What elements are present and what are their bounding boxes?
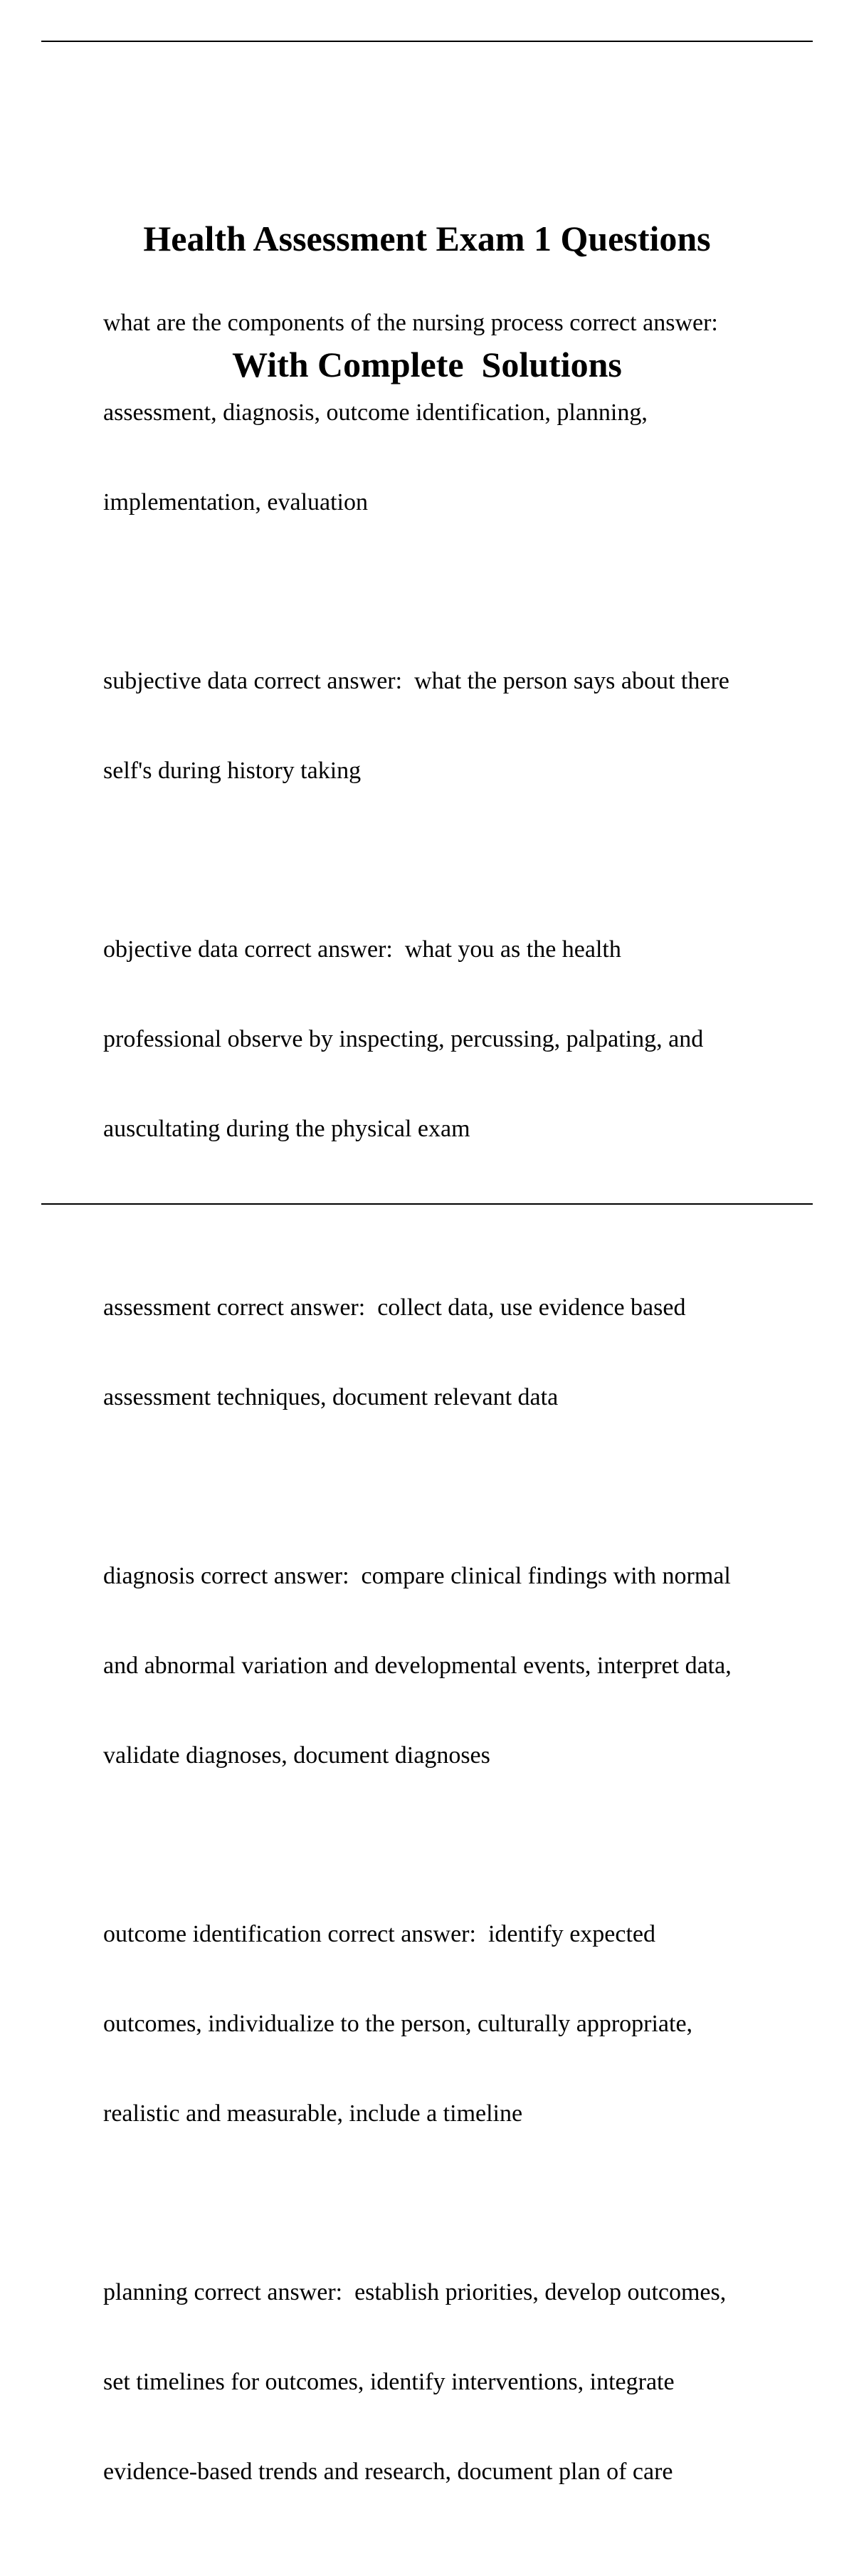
qa-text-line: what are the components of the nursing process correct answer: (103, 310, 718, 336)
qa-text-line: assessment correct answer: collect data, use evidence based (103, 1294, 686, 1321)
qa-entry-planning (103, 2218, 786, 2547)
qa-text-line: set timelines for outcomes, identify interventions, integrate (103, 2369, 675, 2395)
qa-text-line: and abnormal variation and developmental events, interpret data, (103, 1653, 732, 1679)
qa-text-line: subjective data correct answer: what the person says about there (103, 668, 729, 694)
qa-text-line: self's during history taking (103, 758, 362, 784)
qa-text-line: objective data correct answer: what you as the health (103, 936, 621, 963)
bottom-divider (41, 1203, 813, 1205)
qa-entry-nursing-process (103, 248, 786, 577)
qa-text-line: implementation, evaluation (103, 489, 369, 515)
qa-text-line: outcomes, individualize to the person, culturally appropriate, (103, 2011, 693, 2037)
qa-text-line: auscultating during the physical exam (103, 1116, 470, 1142)
qa-text-line: validate diagnoses, document diagnoses (103, 1742, 490, 1769)
qa-text-line: assessment, diagnosis, outcome identification, planning, (103, 399, 648, 426)
top-divider (41, 41, 813, 42)
qa-list (103, 248, 786, 2576)
qa-entry-objective-data (103, 875, 786, 1204)
qa-text-line: professional observe by inspecting, percussing, palpating, and (103, 1026, 704, 1052)
qa-entry-diagnosis (103, 1502, 786, 1831)
qa-text-line: evidence-based trends and research, document plan of care (103, 2459, 673, 2485)
qa-entry-subjective-data (103, 607, 786, 846)
qa-text-line: planning correct answer: establish priorities, develop outcomes, (103, 2279, 727, 2305)
qa-text-line: outcome identification correct answer: identify expected (103, 1921, 656, 1947)
qa-text-line: realistic and measurable, include a timeline (103, 2100, 523, 2127)
title-line-2: With Complete Solutions (232, 345, 622, 384)
title-line-1: Health Assessment Exam 1 Questions (143, 219, 711, 258)
qa-text-line: assessment techniques, document relevant data (103, 1384, 559, 1410)
qa-text-line: diagnosis correct answer: compare clinical findings with normal (103, 1563, 731, 1589)
qa-entry-assessment (103, 1233, 786, 1472)
qa-entry-outcome-identification (103, 1860, 786, 2189)
